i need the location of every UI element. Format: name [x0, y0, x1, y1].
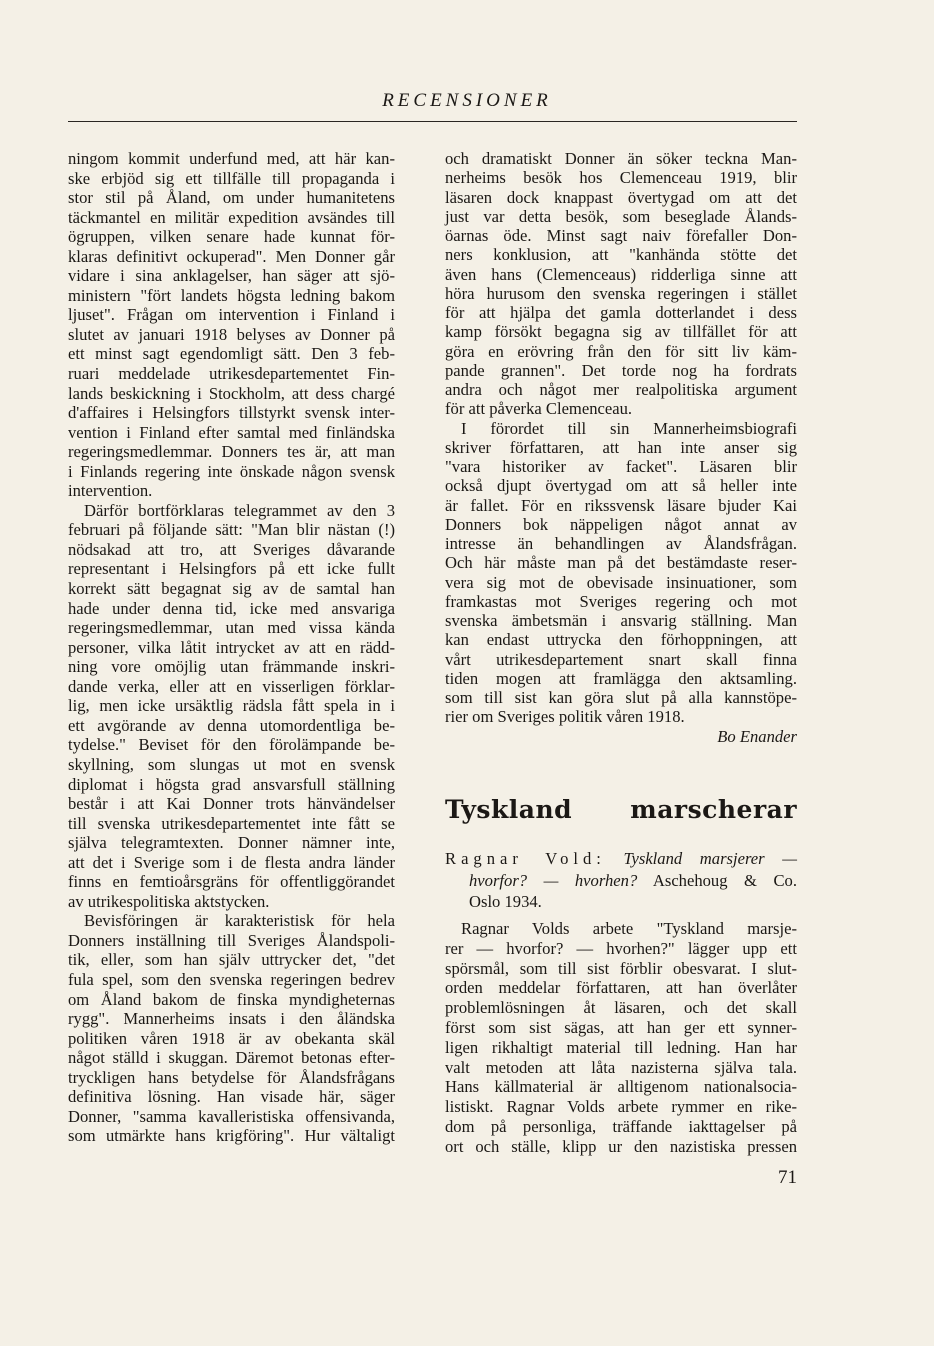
text-line: som utmärkte hans krigföring". Hur vältaligt — [68, 1126, 395, 1146]
review-signature: Bo Enander — [717, 727, 797, 746]
text-line: valt metoden att låta nazisterna själva tala. — [445, 1057, 797, 1077]
text-line: dom på personliga, träffande iakttagelser på — [445, 1116, 797, 1136]
text-line: Och här måste man på det bestämdaste reser- — [445, 553, 797, 573]
text-line: vidare i sina anklagelser, han säger att sjö- — [68, 266, 395, 286]
text-line: d'affaires i Helsingfors tillstyrkt svensk inter- — [68, 403, 395, 423]
text-line: orden meddelar författaren, att han överlåter — [445, 978, 797, 998]
text-line: Bevisföringen är karakteristisk för hela — [84, 911, 395, 931]
text-line: I förordet till sin Mannerheimsbiografi — [461, 418, 797, 438]
text-line: ett avgörande av denna utomordentliga be- — [68, 715, 395, 735]
text-line: ruari meddelade utrikesdepartementet Fin- — [68, 364, 395, 384]
text-line: framkastas mot Sveriges regering och mot — [445, 591, 797, 611]
citation-publisher: Aschehoug & Co. — [652, 870, 797, 890]
text-line: täckmantel en militär expedition avsändes till — [68, 207, 395, 227]
text-line: ministern "fört landets högsta ledning bakom — [68, 285, 395, 305]
text-line: Donner, "samma kavalleristiska offensivanda, — [68, 1106, 395, 1126]
text-line: Hans källmaterial är alltigenom nationalsocia- — [445, 1077, 797, 1097]
header-rule — [68, 121, 797, 122]
text-line: klaras definitivt ockuperad". Men Donner går — [68, 246, 395, 266]
text-line: skyllning, som slungas ut mot en svensk — [68, 754, 395, 774]
text-line: intervention. — [68, 481, 153, 501]
text-line: finns en femtioårsgräns för offentliggörandet — [68, 872, 395, 892]
text-line: nerheims besök hos Clemenceau 1919, blir — [445, 168, 797, 188]
text-line: för att hjälpa det gamla dotterlandet i dess — [445, 303, 797, 322]
text-line: korrekt sätt begagnat sig av de samtal han — [68, 579, 395, 599]
running-head: RECENSIONER — [382, 90, 552, 111]
text-line: rer — hvorfor? — hvorhen?" lägger upp ett — [445, 938, 797, 958]
text-line: själva telegramtexten. Donner nämner inte, — [68, 833, 395, 853]
text-line: kamp försökt begagna sig av tillfället för att — [445, 322, 797, 342]
text-line: som till sist kan göra slut på alla kannstöpe- — [445, 688, 797, 707]
text-line: intresse än behandlingen av Ålandsfrågan. — [445, 534, 797, 553]
text-line: problemlösningen åt läsaren, och det skall — [445, 998, 797, 1018]
text-line: Därför bortförklaras telegrammet av den 3 — [84, 500, 395, 520]
text-line: regeringsmedlemmar. Donners tes är, att man — [68, 442, 395, 462]
text-line: stor stil på Åland, om under humanitetens — [68, 188, 395, 208]
text-line: definitiva lösning. Han visade här, säger — [68, 1087, 395, 1107]
text-line: personer, vilka låtit intrycket av att en rädd- — [68, 637, 395, 657]
text-line: kan endast uttrycka den förhoppningen, att — [445, 630, 797, 650]
text-line: först som sist sägas, att han ger ett synner- — [445, 1017, 797, 1037]
text-line: "vara historiker av facket". Läsaren blir — [445, 457, 797, 476]
citation-author: Ragnar Vold: — [445, 849, 606, 868]
text-line: rier om Sveriges politik våren 1918. — [445, 707, 685, 727]
text-line: ett minst sagt egendomligt sätt. Den 3 feb- — [68, 344, 395, 364]
text-line: till svenska utrikesdepartementet inte fått se — [68, 813, 395, 833]
text-line: även hans (Clemenceaus) ridderliga sinne att — [445, 264, 797, 284]
text-line: ögruppen, vilken senare hade kunnat för- — [68, 227, 395, 247]
text-line: just var detta besök, som beseglade Ålands- — [445, 206, 797, 226]
text-line: regeringsmedlemmar, utan med vissa kända — [68, 618, 395, 638]
text-line: ning vore omöjlig utan främmande inskri- — [68, 657, 395, 677]
text-line: vårt utrikesdepartement snart skall finna — [445, 649, 797, 669]
text-line: vention i Finland efter samtal med finländska — [68, 422, 395, 442]
text-line: av utrikespolitiska aktstycken. — [68, 891, 270, 911]
text-line: spörsmål, som till sist förblir obesvarat. I slut- — [445, 958, 797, 978]
text-line: Donners inställning till Sveriges Ålandspoli- — [68, 930, 395, 950]
book-citation — [445, 848, 797, 913]
text-line: höra hurusom den svenska regeringen i stället — [445, 283, 797, 303]
text-line: och dramatiskt Donner än söker teckna Man- — [445, 149, 797, 168]
text-line: svenska ämbetsmän i ansvarig ställning. Man — [445, 611, 797, 630]
text-line: rygg". Mannerheims insats i den åländska — [68, 1009, 395, 1029]
text-line: om Åland bakom de finska myndigheternas — [68, 989, 395, 1009]
text-line: ljuset". Frågan om intervention i Finland i — [68, 305, 395, 325]
text-line: listiskt. Ragnar Volds arbete rymmer en rike- — [445, 1097, 797, 1117]
text-line: skriver författaren, att han inte anser sig — [445, 437, 797, 457]
text-line: lands beskickning i Stockholm, att dess chargé — [68, 383, 395, 403]
text-line: representant i Helsingfors på ett icke fullt — [68, 559, 395, 579]
text-line: tik, eller, som han själv uttrycker det, "det — [68, 950, 395, 970]
text-line: ort och ställe, klipp ur den nazistiska pressen — [445, 1136, 797, 1156]
text-line: tydelse." Beviset för den förolämpande be- — [68, 735, 395, 755]
text-line: hade under denna tid, icke med ansvariga — [68, 598, 395, 618]
citation-book-title-cont: hvorfor? — hvorhen? — [469, 870, 638, 890]
review2-body — [445, 919, 797, 1157]
text-line: ningom kommit underfund med, att här kan- — [68, 149, 395, 168]
text-line: i Finlands regering inte önskade någon svensk — [68, 461, 395, 481]
text-line: fula spel, som den svenska regeringen bedrev — [68, 969, 395, 989]
text-line: februari på följande sätt: "Man blir nästan (!) — [68, 520, 395, 540]
text-line: också djupt övertygad om att så heller inte — [445, 476, 797, 496]
text-line: att det i Sverige som i de flesta andra länder — [68, 852, 395, 872]
text-line: dande verka, eller att en visserligen förklar- — [68, 676, 395, 696]
text-line: Ragnar Volds arbete "Tyskland marsje- — [461, 919, 797, 938]
page-number: 71 — [778, 1167, 797, 1188]
text-line: öarnas öde. Minst sagt naiv förefaller Don- — [445, 226, 797, 245]
text-line: ske erbjöd sig ett tillfälle till propaganda i — [68, 168, 395, 188]
text-line: slutet av januari 1918 belyses av Donner på — [68, 324, 395, 344]
text-line: nödsakad att tro, att Sveriges dåvarande — [68, 539, 395, 559]
text-line: för att påverka Clemenceau. — [445, 399, 633, 419]
text-line: är fallet. För en rikssvensk läsare bjuder Kai — [445, 495, 797, 515]
text-line: vera sig mot de obevisade insinuationer, som — [445, 572, 797, 592]
text-line: tiden mogen att framlägga den aktsamling. — [445, 668, 797, 688]
text-line: läsaren dock knappast övertygad om att det — [445, 187, 797, 207]
text-line: ners konklusion, att "kanhända stötte det — [445, 245, 797, 265]
text-line: politiken våren 1918 är av obekanta skäl — [68, 1028, 395, 1048]
right-column — [445, 149, 797, 727]
citation-book-title: Tyskland marsjerer — — [623, 849, 797, 868]
text-line: Donners bok näppeligen något annat av — [445, 514, 797, 534]
text-line: ligen rikhaltigt material till ledning. Han har — [445, 1037, 797, 1057]
text-line: något ställd i skuggan. Däremot betonas efter- — [68, 1048, 395, 1068]
text-line: lig, men icke ursäktlig rädsla fått spela in i — [68, 696, 395, 716]
text-line: diplomat i högsta grad ansvarsfull ställning — [68, 774, 395, 794]
text-line: andra och något mer realpolitiska argument — [445, 380, 797, 399]
section-title: Tyskland marscherar — [445, 795, 797, 824]
text-line: göra en erövring från den för sitt liv käm- — [445, 341, 797, 361]
citation-place-year: Oslo 1934. — [469, 892, 542, 911]
left-column — [68, 149, 395, 1146]
text-line: tryckligen hans betydelse för Ålandsfrågans — [68, 1067, 395, 1087]
text-line: pande grannen". Det torde nog ha fordrats — [445, 360, 797, 380]
text-line: består i att Kai Donner trots hänvändelser — [68, 794, 395, 814]
